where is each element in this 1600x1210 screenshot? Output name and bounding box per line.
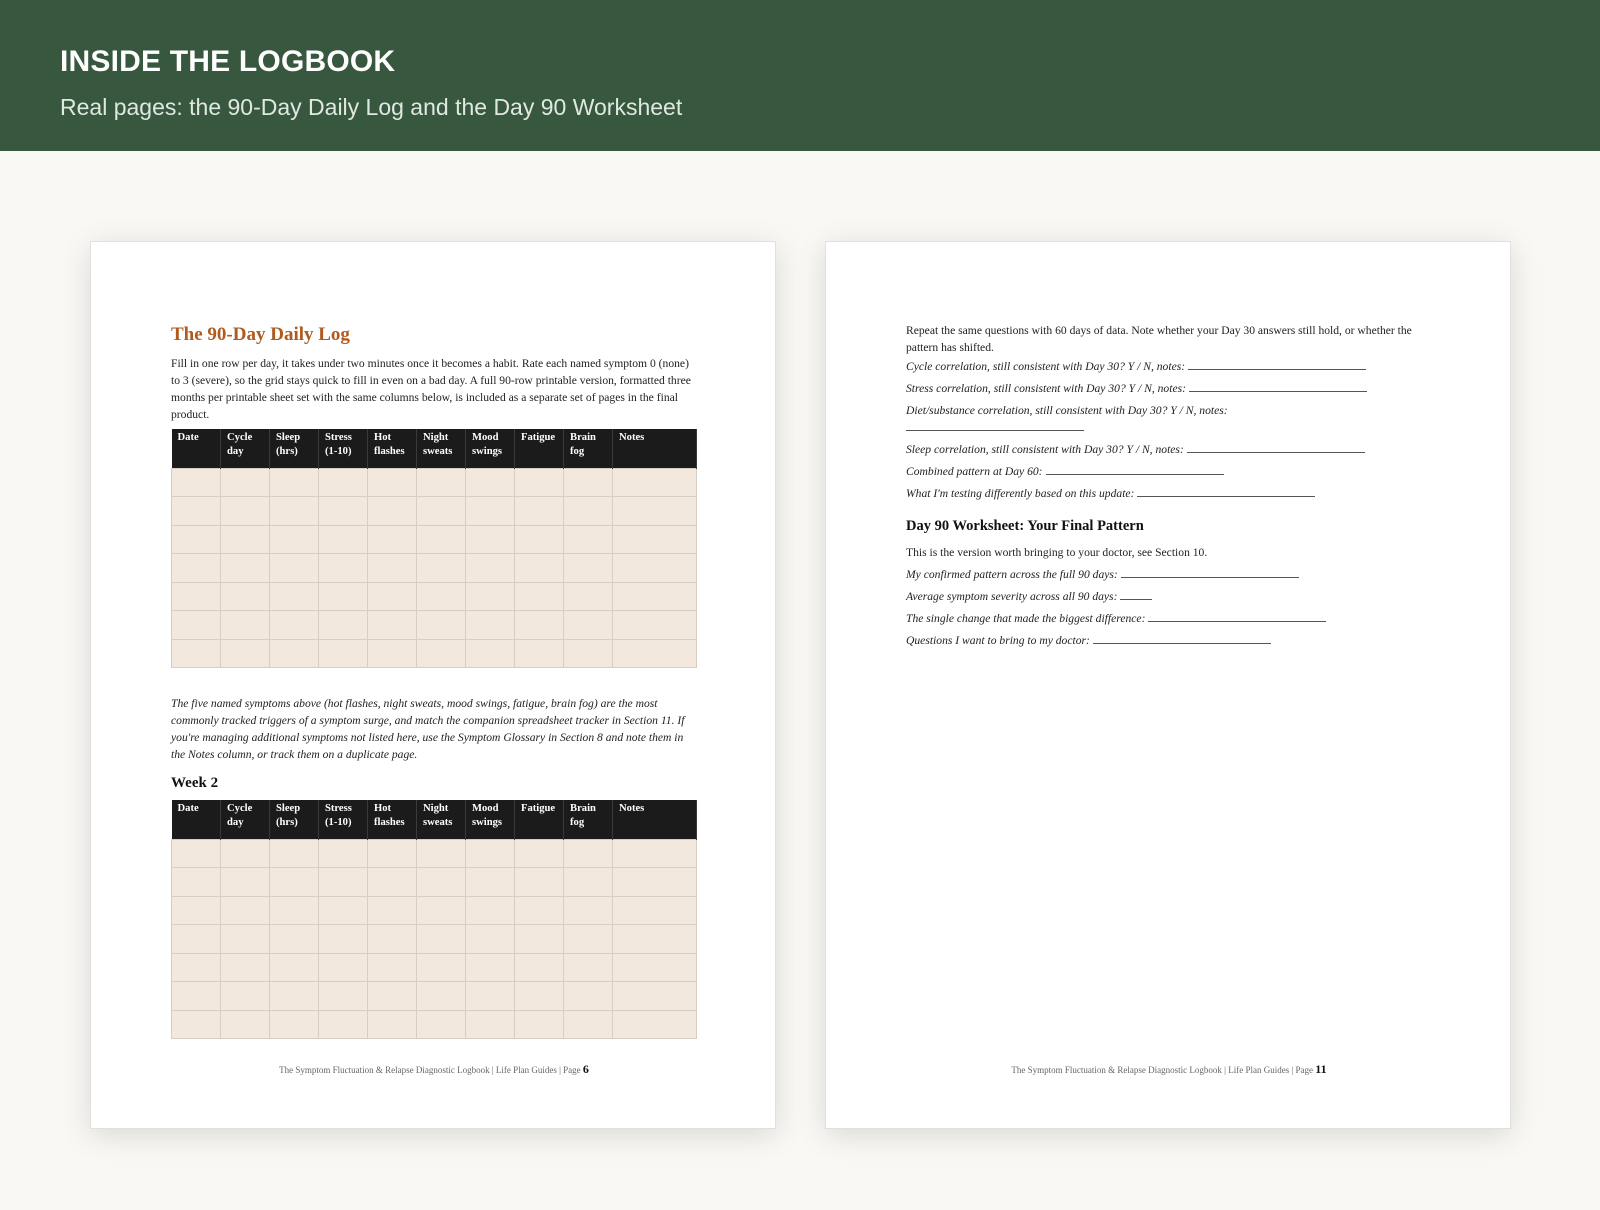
log-cell[interactable] (613, 639, 697, 668)
daily-log-intro: Fill in one row per day, it takes under two minutes once it becomes a habit. Rate each named symptom 0 (none) to 3 (severe), so the grid stays quick to fill in even on a bad day. A full 90-row printable version, formatted three months per printable sheet set with the same columns below, is included as a separate set of pages in the final product. (171, 357, 691, 421)
col-header-brain-fog: Brain fog (564, 800, 613, 839)
log-cell[interactable] (417, 582, 466, 611)
log-cell[interactable] (368, 1010, 417, 1039)
log-cell[interactable] (368, 582, 417, 611)
log-cell[interactable] (172, 554, 221, 583)
log-cell[interactable] (564, 1010, 613, 1039)
col-header-stress: Stress (1-10) (319, 800, 368, 839)
log-cell[interactable] (221, 611, 270, 640)
log-cell[interactable] (221, 953, 270, 982)
log-cell[interactable] (417, 982, 466, 1011)
col-header-notes: Notes (613, 800, 697, 839)
log-cell[interactable] (270, 925, 319, 954)
log-cell[interactable] (270, 497, 319, 526)
log-cell[interactable] (466, 582, 515, 611)
log-cell[interactable] (466, 839, 515, 868)
log-cell[interactable] (466, 925, 515, 954)
log-cell[interactable] (417, 839, 466, 868)
log-cell[interactable] (172, 953, 221, 982)
log-cell[interactable] (417, 639, 466, 668)
col-header-hot-flashes: Hot flashes (368, 800, 417, 839)
log-cell[interactable] (368, 554, 417, 583)
log-cell[interactable] (564, 896, 613, 925)
log-cell[interactable] (270, 953, 319, 982)
log-cell[interactable] (270, 896, 319, 925)
log-cell[interactable] (221, 554, 270, 583)
daily-log-title: The 90-Day Daily Log (171, 324, 350, 345)
log-cell[interactable] (172, 582, 221, 611)
log-cell[interactable] (564, 868, 613, 897)
log-cell[interactable] (613, 982, 697, 1011)
log-cell[interactable] (515, 953, 564, 982)
log-cell[interactable] (515, 525, 564, 554)
table-row (172, 925, 697, 954)
log-cell[interactable] (417, 497, 466, 526)
log-cell[interactable] (613, 554, 697, 583)
log-cell[interactable] (270, 468, 319, 497)
log-cell[interactable] (613, 497, 697, 526)
day60-intro: Repeat the same questions with 60 days of data. Note whether your Day 30 answers still hold, or whether the pattern has shifted. (906, 324, 1412, 354)
col-header-mood-swings: Mood swings (466, 800, 515, 839)
log-cell[interactable] (172, 497, 221, 526)
log-cell[interactable] (172, 839, 221, 868)
log-cell[interactable] (172, 925, 221, 954)
prompt-line: What I'm testing differently based on this update: (906, 485, 1431, 502)
log-cell[interactable] (564, 611, 613, 640)
week1-log-table (171, 429, 697, 668)
footer-text: The Symptom Fluctuation & Relapse Diagnostic Logbook | Life Plan Guides | Page (279, 1065, 581, 1075)
table-row (172, 468, 697, 497)
log-cell[interactable] (466, 611, 515, 640)
log-cell[interactable] (417, 1010, 466, 1039)
log-cell[interactable] (417, 611, 466, 640)
log-cell[interactable] (466, 868, 515, 897)
answer-blank[interactable] (906, 429, 1084, 431)
header-banner (0, 0, 1600, 151)
log-cell[interactable] (613, 839, 697, 868)
log-cell[interactable] (613, 1010, 697, 1039)
log-cell[interactable] (221, 468, 270, 497)
col-header-date: Date (172, 800, 221, 839)
answer-blank[interactable] (1188, 368, 1366, 370)
log-cell[interactable] (270, 1010, 319, 1039)
log-cell[interactable] (564, 497, 613, 526)
week2-heading: Week 2 (171, 775, 219, 791)
log-cell[interactable] (221, 896, 270, 925)
log-cell[interactable] (466, 554, 515, 583)
week2-log-table (171, 800, 697, 1039)
log-cell[interactable] (319, 611, 368, 640)
log-cell[interactable] (319, 839, 368, 868)
log-cell[interactable] (172, 982, 221, 1011)
log-cell[interactable] (613, 868, 697, 897)
log-cell[interactable] (172, 896, 221, 925)
log-cell[interactable] (466, 1010, 515, 1039)
log-cell[interactable] (221, 925, 270, 954)
table-row (172, 554, 697, 583)
log-cell[interactable] (270, 554, 319, 583)
log-cell[interactable] (319, 497, 368, 526)
log-cell[interactable] (515, 497, 564, 526)
page-footer (826, 1062, 1512, 1077)
col-header-fatigue: Fatigue (515, 800, 564, 839)
log-cell[interactable] (515, 982, 564, 1011)
log-cell[interactable] (564, 839, 613, 868)
table-row (172, 982, 697, 1011)
log-cell[interactable] (515, 896, 564, 925)
log-cell[interactable] (368, 525, 417, 554)
prompt-line: Sleep correlation, still consistent with Day 30? Y / N, notes: (906, 441, 1431, 458)
log-cell[interactable] (368, 896, 417, 925)
page-daily-log (90, 241, 776, 1129)
log-cell[interactable] (319, 925, 368, 954)
col-header-sleep: Sleep (hrs) (270, 429, 319, 468)
log-cell[interactable] (515, 868, 564, 897)
log-cell[interactable] (515, 925, 564, 954)
log-cell[interactable] (319, 582, 368, 611)
answer-blank[interactable] (1187, 451, 1365, 453)
log-cell[interactable] (466, 468, 515, 497)
answer-blank[interactable] (1121, 576, 1299, 578)
col-header-brain-fog: Brain fog (564, 429, 613, 468)
col-header-mood-swings: Mood swings (466, 429, 515, 468)
page-number: 11 (1315, 1062, 1327, 1076)
log-cell[interactable] (417, 953, 466, 982)
table-header-row (172, 800, 697, 839)
table-row (172, 1010, 697, 1039)
log-cell[interactable] (613, 468, 697, 497)
log-cell[interactable] (319, 554, 368, 583)
prompt-line: Combined pattern at Day 60: (906, 463, 1431, 480)
log-cell[interactable] (564, 639, 613, 668)
log-cell[interactable] (515, 839, 564, 868)
log-cell[interactable] (417, 925, 466, 954)
table-row (172, 839, 697, 868)
col-header-stress: Stress (1-10) (319, 429, 368, 468)
answer-blank[interactable] (1148, 620, 1326, 622)
table-row (172, 639, 697, 668)
log-cell[interactable] (270, 982, 319, 1011)
footer-text: The Symptom Fluctuation & Relapse Diagnostic Logbook | Life Plan Guides | Page (1011, 1065, 1313, 1075)
prompt-line: My confirmed pattern across the full 90 days: (906, 566, 1431, 583)
table-row (172, 611, 697, 640)
log-cell[interactable] (417, 896, 466, 925)
log-cell[interactable] (564, 468, 613, 497)
log-cell[interactable] (172, 525, 221, 554)
log-cell[interactable] (564, 582, 613, 611)
prompt-line: Diet/substance correlation, still consistent with Day 30? Y / N, notes: (906, 402, 1431, 436)
worksheet-heading: Day 90 Worksheet: Your Final Pattern (906, 518, 1144, 534)
log-cell[interactable] (564, 953, 613, 982)
log-cell[interactable] (368, 611, 417, 640)
log-cell[interactable] (319, 525, 368, 554)
table-row (172, 582, 697, 611)
prompt-line: Stress correlation, still consistent with Day 30? Y / N, notes: (906, 380, 1431, 397)
symptom-note: The five named symptoms above (hot flashes, night sweats, mood swings, fatigue, brain fog) are the most commonly tracked triggers of a symptom surge, and match the companion spreadsheet tracker in Section 11. If you're managing additional symptoms not listed here, use the Symptom Glossary in Section 8 and note them in the Notes column, or track them on a duplicate page. (171, 697, 685, 761)
log-cell[interactable] (319, 868, 368, 897)
log-cell[interactable] (515, 639, 564, 668)
log-cell[interactable] (515, 554, 564, 583)
log-cell[interactable] (368, 468, 417, 497)
log-cell[interactable] (368, 982, 417, 1011)
log-cell[interactable] (564, 982, 613, 1011)
banner-subtitle: Real pages: the 90-Day Daily Log and the Day 90 Worksheet (60, 94, 683, 120)
table-row (172, 953, 697, 982)
log-cell[interactable] (466, 497, 515, 526)
page-footer (91, 1062, 777, 1077)
col-header-cycle-day: Cycle day (221, 800, 270, 839)
col-header-fatigue: Fatigue (515, 429, 564, 468)
log-cell[interactable] (466, 896, 515, 925)
log-cell[interactable] (368, 839, 417, 868)
log-cell[interactable] (270, 639, 319, 668)
log-cell[interactable] (172, 639, 221, 668)
log-cell[interactable] (417, 554, 466, 583)
answer-blank[interactable] (1137, 495, 1315, 497)
log-cell[interactable] (613, 582, 697, 611)
log-cell[interactable] (515, 1010, 564, 1039)
log-cell[interactable] (515, 468, 564, 497)
answer-blank[interactable] (1046, 473, 1224, 475)
col-header-date: Date (172, 429, 221, 468)
log-cell[interactable] (221, 1010, 270, 1039)
col-header-cycle-day: Cycle day (221, 429, 270, 468)
table-row (172, 497, 697, 526)
log-cell[interactable] (221, 639, 270, 668)
log-cell[interactable] (172, 468, 221, 497)
log-cell[interactable] (368, 868, 417, 897)
prompt-line: Cycle correlation, still consistent with Day 30? Y / N, notes: (906, 358, 1431, 375)
prompt-line: Average symptom severity across all 90 days: (906, 588, 1431, 605)
table-row (172, 525, 697, 554)
log-cell[interactable] (368, 497, 417, 526)
log-cell[interactable] (564, 925, 613, 954)
log-cell[interactable] (564, 525, 613, 554)
table-row (172, 868, 697, 897)
answer-blank[interactable] (1120, 598, 1152, 600)
log-cell[interactable] (417, 468, 466, 497)
log-cell[interactable] (270, 611, 319, 640)
log-cell[interactable] (417, 868, 466, 897)
log-cell[interactable] (319, 468, 368, 497)
log-cell[interactable] (515, 582, 564, 611)
log-cell[interactable] (466, 525, 515, 554)
log-cell[interactable] (319, 639, 368, 668)
log-cell[interactable] (466, 982, 515, 1011)
table-row (172, 896, 697, 925)
log-cell[interactable] (172, 1010, 221, 1039)
page-day90-worksheet (825, 241, 1511, 1129)
col-header-hot-flashes: Hot flashes (368, 429, 417, 468)
log-cell[interactable] (221, 839, 270, 868)
log-cell[interactable] (221, 497, 270, 526)
answer-blank[interactable] (1093, 642, 1271, 644)
log-cell[interactable] (368, 639, 417, 668)
worksheet-intro: This is the version worth bringing to your doctor, see Section 10. (906, 546, 1208, 559)
log-cell[interactable] (221, 525, 270, 554)
log-cell[interactable] (417, 525, 466, 554)
log-cell[interactable] (221, 982, 270, 1011)
col-header-night-sweats: Night sweats (417, 429, 466, 468)
log-cell[interactable] (564, 554, 613, 583)
answer-blank[interactable] (1189, 390, 1367, 392)
table-header-row (172, 429, 697, 468)
log-cell[interactable] (270, 839, 319, 868)
log-cell[interactable] (172, 868, 221, 897)
log-cell[interactable] (319, 896, 368, 925)
prompt-line: Questions I want to bring to my doctor: (906, 632, 1431, 649)
log-cell[interactable] (466, 953, 515, 982)
log-cell[interactable] (613, 896, 697, 925)
page-number: 6 (582, 1062, 589, 1076)
col-header-night-sweats: Night sweats (417, 800, 466, 839)
log-cell[interactable] (368, 925, 417, 954)
col-header-sleep: Sleep (hrs) (270, 800, 319, 839)
banner-title: INSIDE THE LOGBOOK (60, 45, 396, 78)
log-cell[interactable] (368, 953, 417, 982)
log-cell[interactable] (270, 525, 319, 554)
log-cell[interactable] (515, 611, 564, 640)
log-cell[interactable] (270, 868, 319, 897)
log-cell[interactable] (466, 639, 515, 668)
col-header-notes: Notes (613, 429, 697, 468)
log-cell[interactable] (613, 953, 697, 982)
log-cell[interactable] (319, 1010, 368, 1039)
log-cell[interactable] (172, 611, 221, 640)
log-cell[interactable] (613, 525, 697, 554)
log-cell[interactable] (221, 868, 270, 897)
log-cell[interactable] (319, 982, 368, 1011)
log-cell[interactable] (319, 953, 368, 982)
prompt-line: The single change that made the biggest difference: (906, 610, 1431, 627)
log-cell[interactable] (613, 925, 697, 954)
log-cell[interactable] (270, 582, 319, 611)
log-cell[interactable] (613, 611, 697, 640)
log-cell[interactable] (221, 582, 270, 611)
